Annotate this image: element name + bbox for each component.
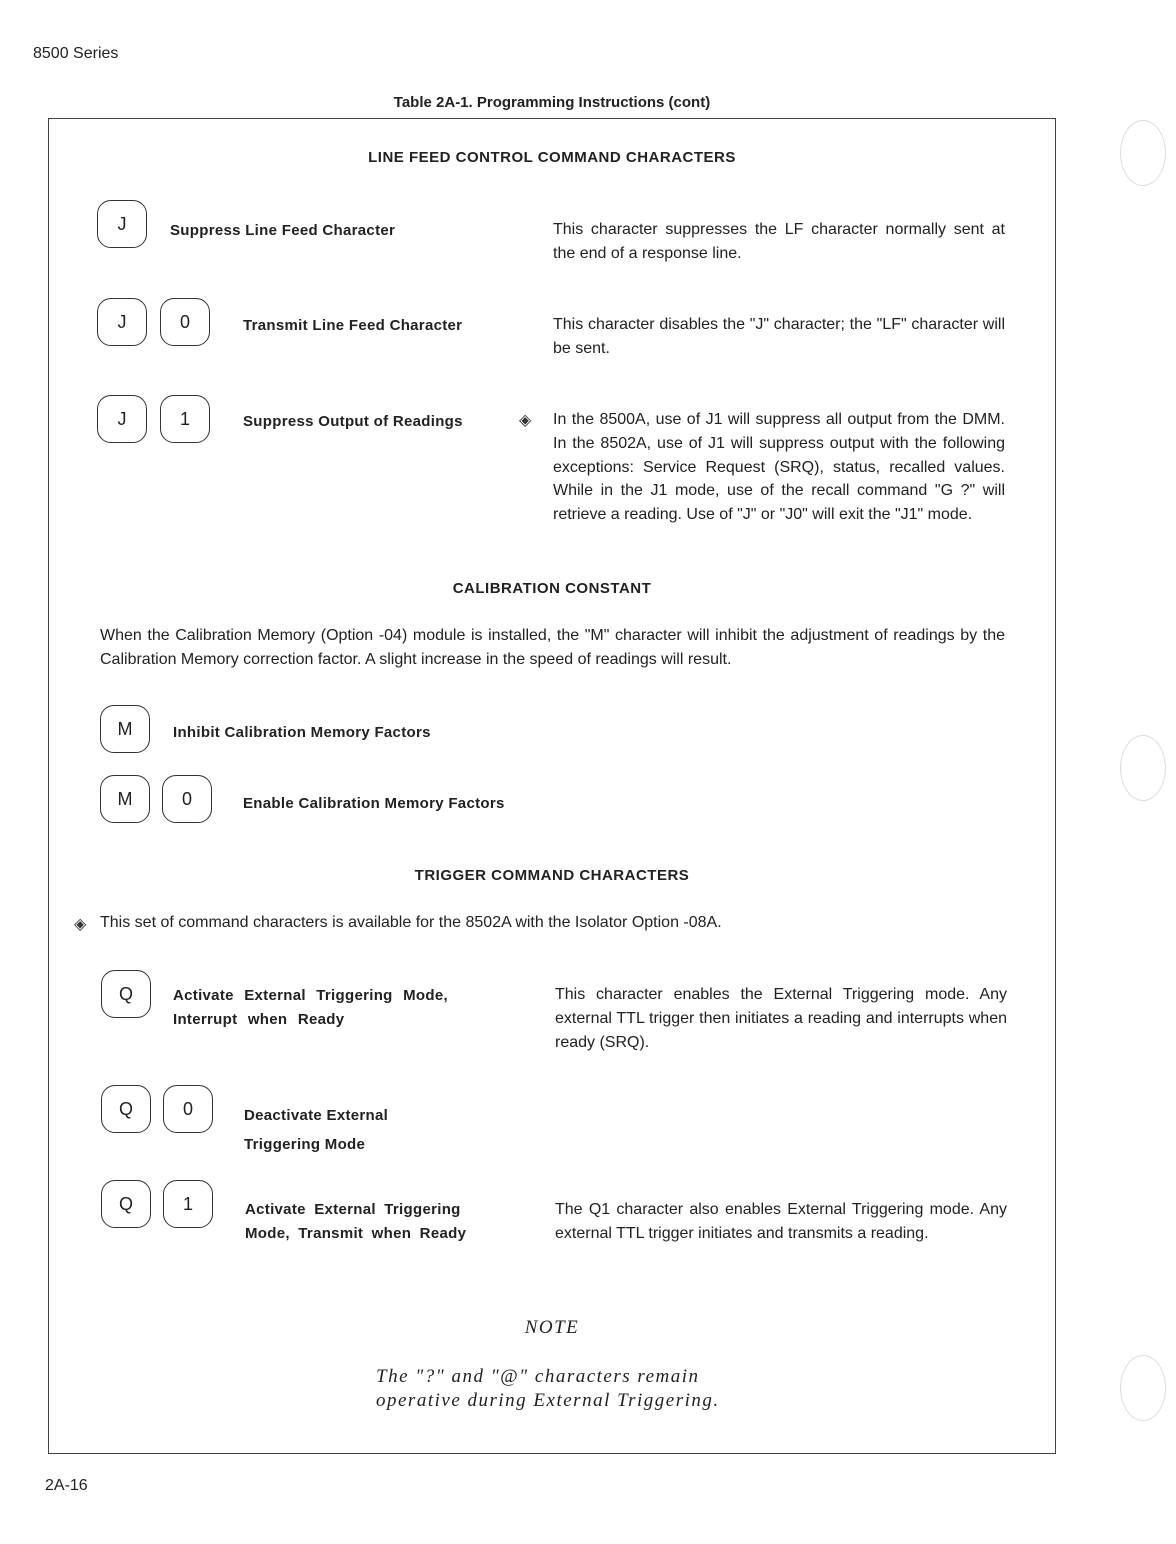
command-title: Suppress Line Feed Character — [170, 222, 396, 239]
calibration-paragraph: When the Calibration Memory (Option -04) module is installed, the "M" character will inhibit the adjustment of readings by the Calibration Memory correction factor. A slight increase in the speed of readings will result. — [100, 627, 1005, 668]
command-description: This character suppresses the LF character normally sent at the end of a response line. — [553, 221, 1005, 262]
key-cap: Q — [101, 1180, 151, 1228]
command-description: In the 8500A, use of J1 will suppress all output from the DMM. In the 8502A, use of J1 will suppress output with the following exceptions: Service Request (SRQ), status, recalled values. While in the J1 mode, use of the recall command "G ?" will retrieve a reading. Use of "J" or "J0" will exit the "J1" mode. — [553, 411, 1005, 524]
key-cap: J — [97, 200, 147, 248]
key-cap: M — [100, 705, 150, 753]
trigger-availability-note: This set of command characters is available for the 8502A with the Isolator Option -08A. — [100, 914, 722, 931]
punch-hole — [1120, 735, 1166, 801]
command-description: The Q1 character also enables External Triggering mode. Any external TTL trigger initiates and transmits a reading. — [555, 1201, 1007, 1242]
command-title: Suppress Output of Readings — [243, 413, 463, 430]
diamond-marker-icon: ◈ — [74, 916, 87, 933]
note-heading: NOTE — [524, 1317, 580, 1338]
command-title: Transmit Line Feed Character — [243, 317, 463, 334]
section-heading: LINE FEED CONTROL COMMAND CHARACTERS — [368, 149, 736, 166]
punch-hole — [1120, 1355, 1166, 1421]
key-cap: 0 — [160, 298, 210, 346]
diamond-marker-icon: ◈ — [519, 412, 532, 429]
note-text: The "?" and "@" characters remain operative during External Triggering. — [376, 1366, 720, 1411]
table-caption: Table 2A-1. Programming Instructions (cont) — [393, 94, 711, 111]
section-heading: CALIBRATION CONSTANT — [452, 580, 652, 597]
command-title: Inhibit Calibration Memory Factors — [173, 724, 431, 741]
command-title: Activate External Triggering Mode, Transmit when Ready — [245, 1201, 467, 1242]
command-title: Enable Calibration Memory Factors — [243, 795, 505, 812]
series-label: 8500 Series — [33, 45, 119, 62]
command-description: This character disables the "J" character; the "LF" character will be sent. — [553, 316, 1005, 357]
page-number: 2A-16 — [45, 1477, 88, 1494]
key-cap: J — [97, 298, 147, 346]
command-title: Activate External Triggering Mode, Interrupt when Ready — [173, 987, 448, 1028]
punch-hole — [1120, 120, 1166, 186]
key-cap: Q — [101, 970, 151, 1018]
section-heading: TRIGGER COMMAND CHARACTERS — [414, 867, 690, 884]
key-cap: 1 — [160, 395, 210, 443]
key-cap: 0 — [163, 1085, 213, 1133]
command-title: Deactivate External Triggering Mode — [244, 1107, 389, 1153]
key-cap: J — [97, 395, 147, 443]
key-cap: 1 — [163, 1180, 213, 1228]
key-cap: 0 — [162, 775, 212, 823]
key-cap: Q — [101, 1085, 151, 1133]
key-cap: M — [100, 775, 150, 823]
command-description: This character enables the External Triggering mode. Any external TTL trigger then initiates a reading and interrupts when ready (SRQ). — [555, 986, 1007, 1051]
